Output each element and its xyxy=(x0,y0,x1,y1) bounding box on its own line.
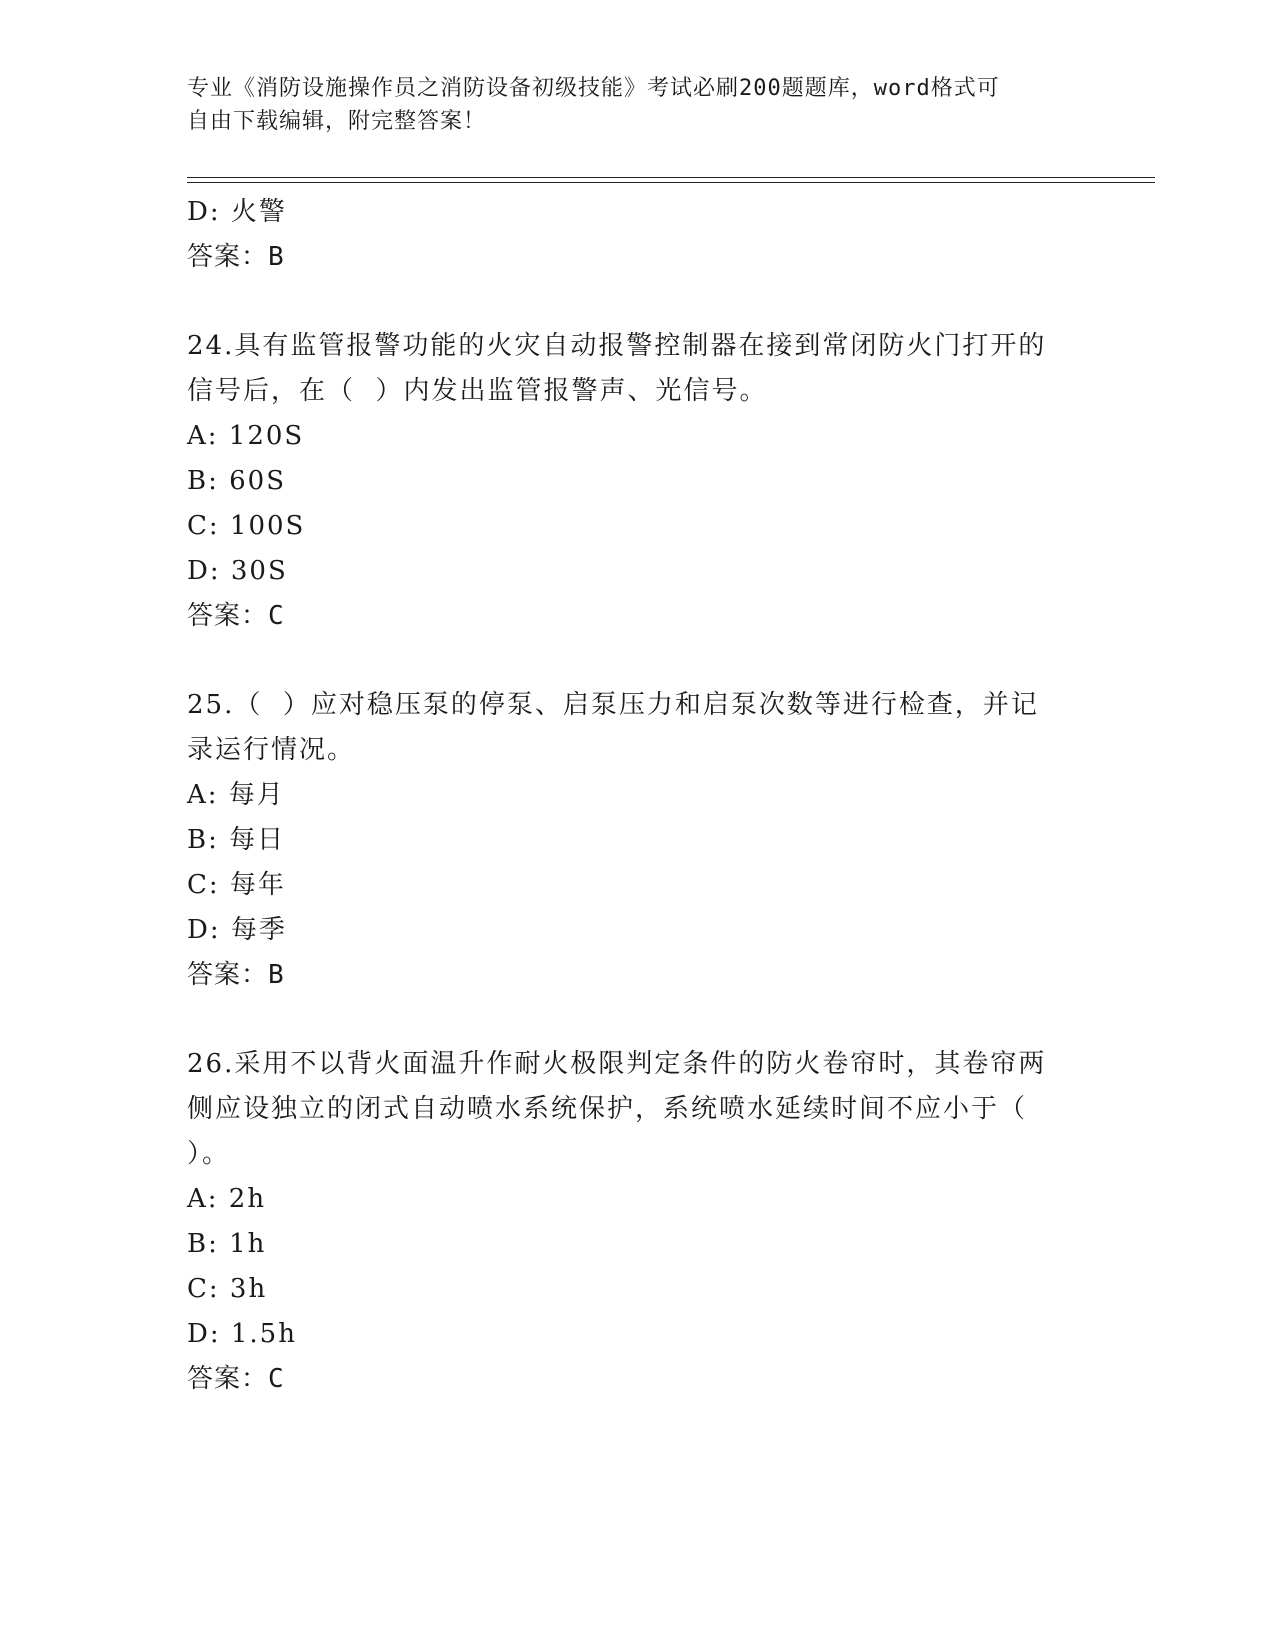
option-a: A: 2h xyxy=(187,1184,267,1214)
question-stem-line: 25.（ ）应对稳压泵的停泵、启泵压力和启泵次数等进行检查，并记 xyxy=(187,690,1039,720)
option-d: D: 30S xyxy=(187,556,288,586)
option-b: B: 每日 xyxy=(187,825,286,855)
question-stem-line: 26.采用不以背火面温升作耐火极限判定条件的防火卷帘时，其卷帘两 xyxy=(187,1049,1047,1079)
option-c: C: 3h xyxy=(187,1274,268,1304)
option-c: C: 100S xyxy=(187,511,306,541)
question-answer: 答案：B xyxy=(187,960,285,990)
header-title-line-1: 专业《消防设施操作员之消防设备初级技能》考试必刷200题题库，word格式可 xyxy=(187,76,1000,101)
option-b: B: 60S xyxy=(187,466,287,496)
spacer xyxy=(187,280,1107,324)
question-24 xyxy=(187,324,1107,639)
question-stem-line: 信号后，在（ ）内发出监管报警声、光信号。 xyxy=(187,376,768,406)
option-a: A: 每月 xyxy=(187,780,285,810)
header-divider-bottom xyxy=(187,182,1155,183)
question-answer: 答案：C xyxy=(187,601,285,631)
previous-question-option-d: D: 火警 xyxy=(187,197,287,227)
question-stem-line: ）。 xyxy=(187,1139,231,1169)
document-header xyxy=(187,72,1087,138)
spacer xyxy=(187,998,1107,1042)
question-stem-line: 24.具有监管报警功能的火灾自动报警控制器在接到常闭防火门打开的 xyxy=(187,331,1047,361)
option-b: B: 1h xyxy=(187,1229,267,1259)
question-stem-line: 侧应设独立的闭式自动喷水系统保护，系统喷水延续时间不应小于（ xyxy=(187,1094,1028,1124)
option-a: A: 120S xyxy=(187,421,305,451)
question-list xyxy=(187,190,1107,1402)
option-c: C: 每年 xyxy=(187,870,286,900)
spacer xyxy=(187,639,1107,683)
header-divider-top xyxy=(187,177,1155,178)
question-25 xyxy=(187,683,1107,998)
previous-question-answer: 答案：B xyxy=(187,242,285,272)
option-d: D: 1.5h xyxy=(187,1319,297,1349)
question-stem-line: 录运行情况。 xyxy=(187,735,356,765)
option-d: D: 每季 xyxy=(187,915,287,945)
question-answer: 答案：C xyxy=(187,1364,285,1394)
header-title-line-2: 自由下载编辑，附完整答案！ xyxy=(187,109,487,134)
question-26 xyxy=(187,1042,1107,1402)
